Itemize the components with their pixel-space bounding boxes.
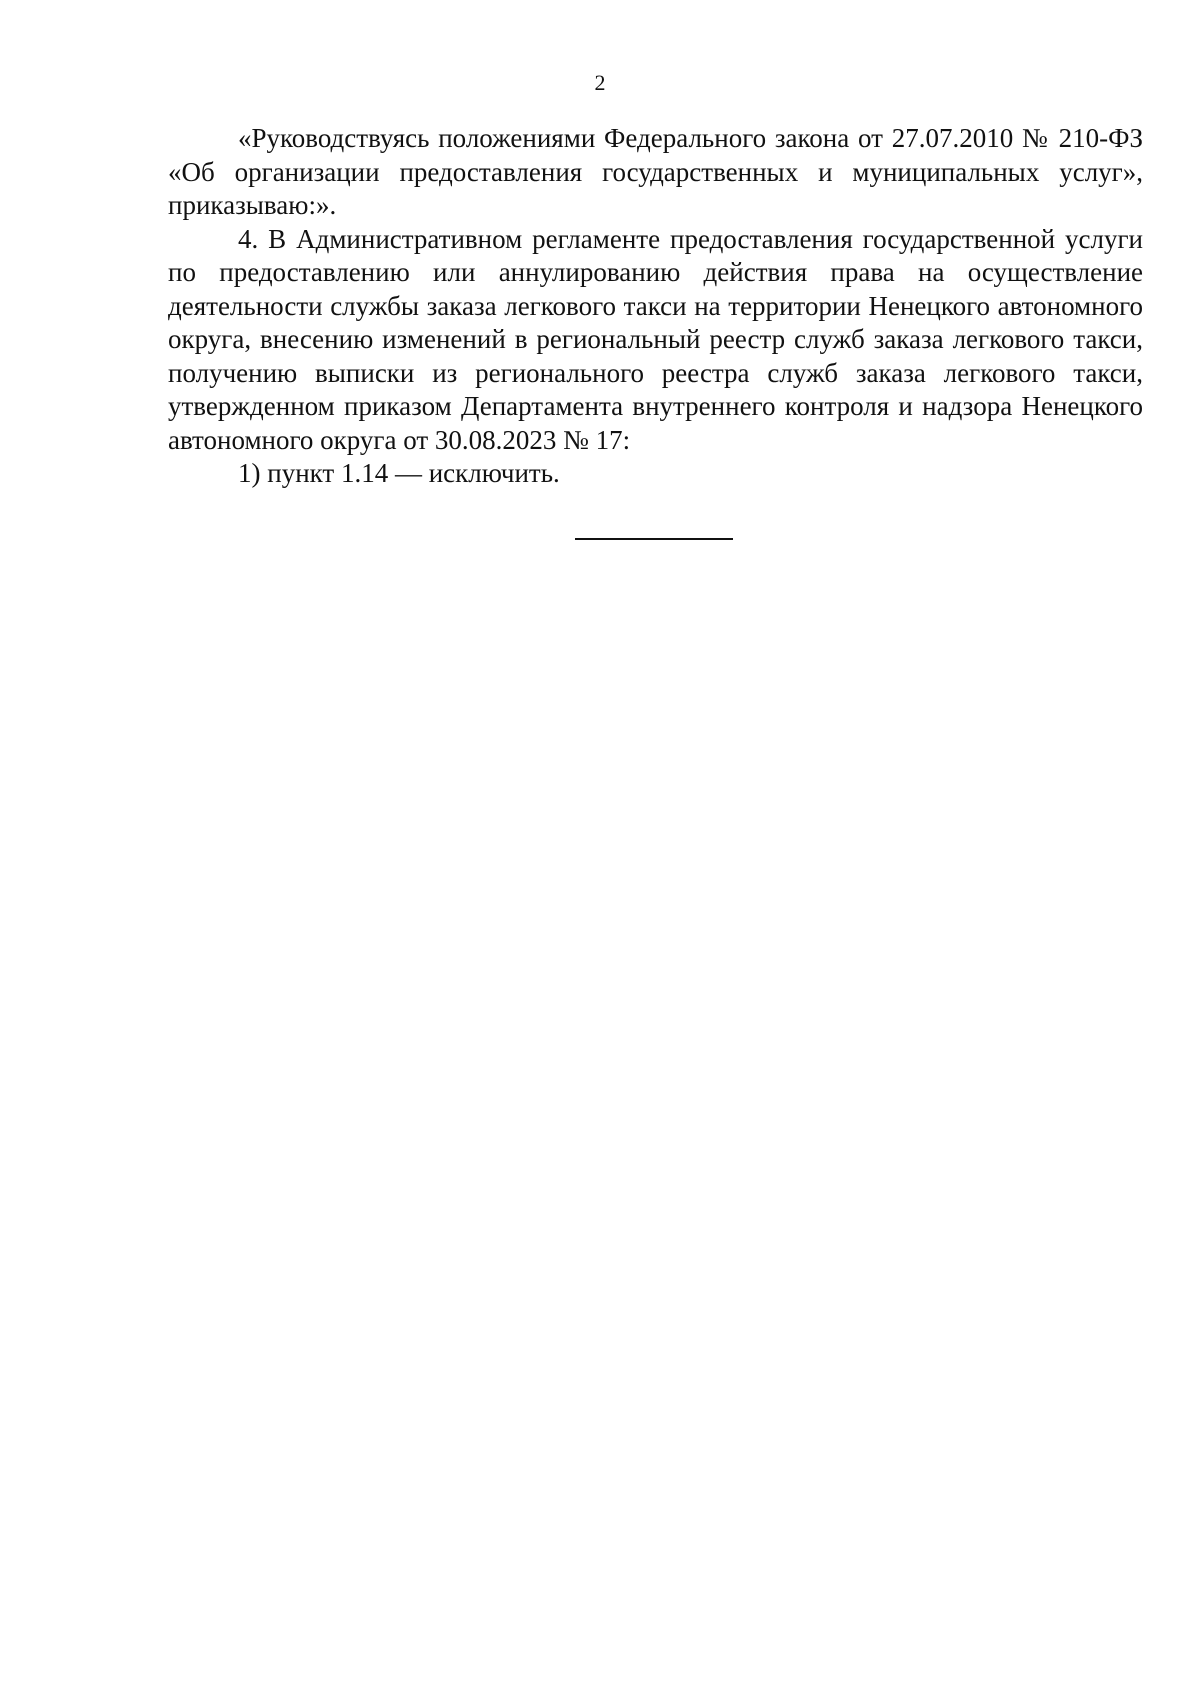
document-body: [168, 122, 1143, 491]
paragraph-preamble: «Руководствуясь положениями Федерального закона от 27.07.2010 № 210-ФЗ «Об организации предоставления государственных и муниципальных услуг», приказываю:».: [168, 123, 1143, 220]
paragraph-item-4: 4. В Административном регламенте предоставления государственной услуги по предоставлению или аннулированию действия права на осуществление деятельности службы заказа легкового такси на территории Ненецкого автономного округа, внесению изменений в региональный реестр служб заказа легкового такси, получению выписки из регионального реестра служб заказа легкового такси, утвержденном приказом Департамента внутреннего контроля и надзора Ненецкого автономного округа от 30.08.2023 № 17:: [168, 223, 1143, 455]
page-number: 2: [594, 70, 606, 95]
paragraph-subitem-1: 1) пункт 1.14 — исключить.: [238, 458, 560, 488]
end-separator-line: [575, 538, 733, 540]
